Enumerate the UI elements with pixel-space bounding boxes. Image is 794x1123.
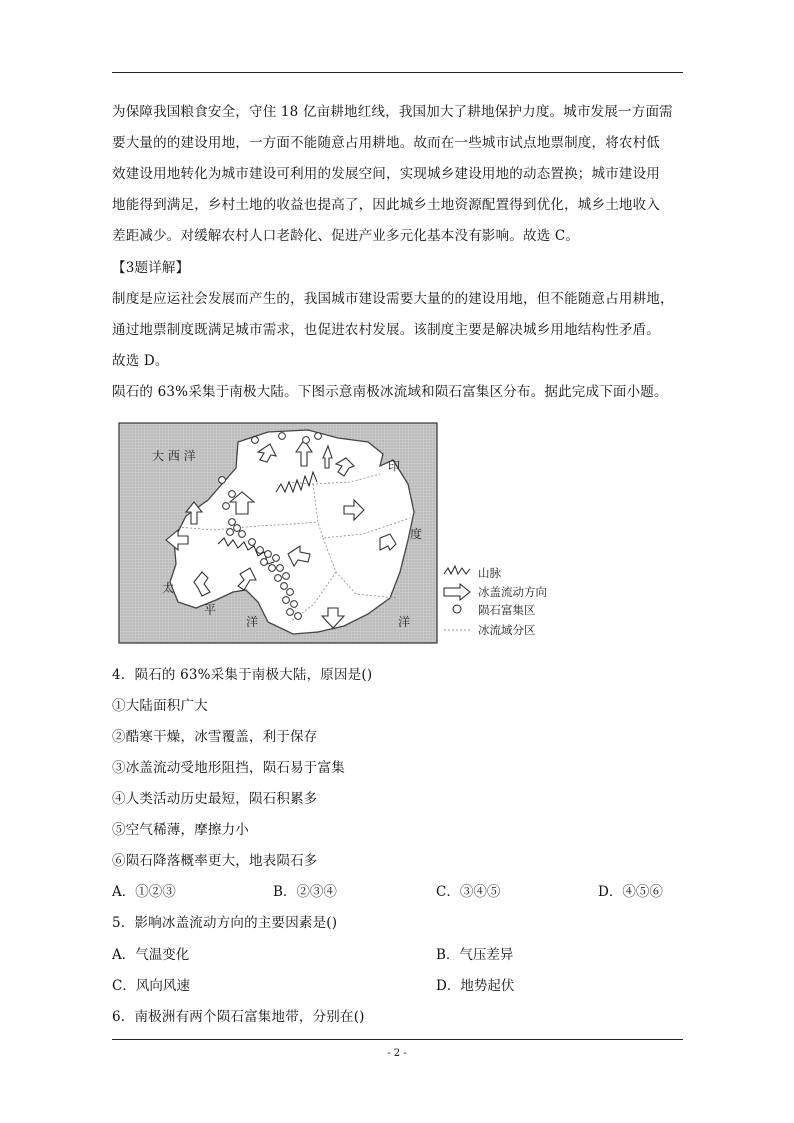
q4-option-a: A．①②③ [112,884,176,900]
antarctica-map [118,422,558,644]
legend-ice-flow: 冰盖流动方向 [478,585,547,599]
paragraph-line: 要大量的的建设用地，一方面不能随意占用耕地。故而在一些城市试点地票制度，将农村低 [112,135,660,151]
ocean-label-atlantic: 大 西 洋 [152,449,196,463]
ocean-label-pacific-1: 太 [162,581,175,595]
q4-item: ⑥陨石降落概率更大，地表陨石多 [112,853,318,869]
q5-stem: 5．影响冰盖流动方向的主要因素是() [112,915,338,931]
q4-stem: 4．陨石的 63%采集于南极大陆，原因是() [112,667,373,683]
ocean-label-indian-2: 度 [410,527,423,541]
header-rule [112,72,683,73]
paragraph-line: 为保障我国粮食安全，守住 18 亿亩耕地红线，我国加大了耕地保护力度。城市发展一方面需 [112,104,673,120]
q5-option-a: A．气温变化 [112,947,190,963]
ice-flow-legend-icon [444,584,470,600]
footer-rule [112,1039,683,1040]
q4-item: ①大陆面积广大 [112,698,208,714]
q5-option-d: D．地势起伏 [436,978,515,994]
mountain-legend-icon [444,566,470,574]
q4-item: ④人类活动历史最短，陨石积累多 [112,791,318,807]
meteorite-legend-icon [453,605,461,613]
q4-option-d: D．④⑤⑥ [598,884,663,900]
q4-item: ⑤空气稀薄，摩擦力小 [112,822,249,838]
q5-option-c: C．风向风速 [112,978,190,994]
ocean-label-indian-3: 洋 [398,615,411,629]
legend-basin: 冰流域分区 [478,623,536,637]
section-heading: 【3题详解】 [112,260,190,276]
ocean-label-pacific-3: 洋 [246,615,259,629]
q6-stem: 6．南极洲有两个陨石富集地带，分别在() [112,1009,365,1025]
q4-option-b: B．②③④ [273,884,337,900]
paragraph-line: 故选 D。 [112,353,169,369]
paragraph-line: 通过地票制度既满足城市需求，也促进农村发展。该制度主要是解决城乡用地结构性矛盾。 [112,322,660,338]
ocean-label-pacific-2: 平 [204,603,217,617]
page-number: - 2 - [387,1048,407,1059]
paragraph-line: 效建设用地转化为城市建设可利用的发展空间，实现城乡建设用地的动态置换；城市建设用 [112,166,660,182]
paragraph-line: 地能得到满足，乡村土地的收益也提高了，因此城乡土地资源配置得到优化，城乡土地收入 [112,197,660,213]
paragraph-line: 差距减少。对缓解农村人口老龄化、促进产业多元化基本没有影响。故选 C。 [112,228,580,244]
ocean-label-indian-1: 印 [388,459,401,473]
q4-option-c: C．③④⑤ [436,884,501,900]
q4-item: ③冰盖流动受地形阻挡，陨石易于富集 [112,760,345,776]
q4-item: ②酷寒干燥，冰雪覆盖，利于保存 [112,729,318,745]
paragraph-line: 制度是应运社会发展而产生的，我国城市建设需要大量的的建设用地，但不能随意占用耕地， [112,291,674,307]
legend-mountain: 山脉 [478,566,501,580]
q5-option-b: B．气压差异 [436,947,514,963]
intro-text: 陨石的 63%采集于南极大陆。下图示意南极冰流域和陨石富集区分布。据此完成下面小题。 [112,384,668,400]
legend-meteorite: 陨石富集区 [478,603,536,617]
